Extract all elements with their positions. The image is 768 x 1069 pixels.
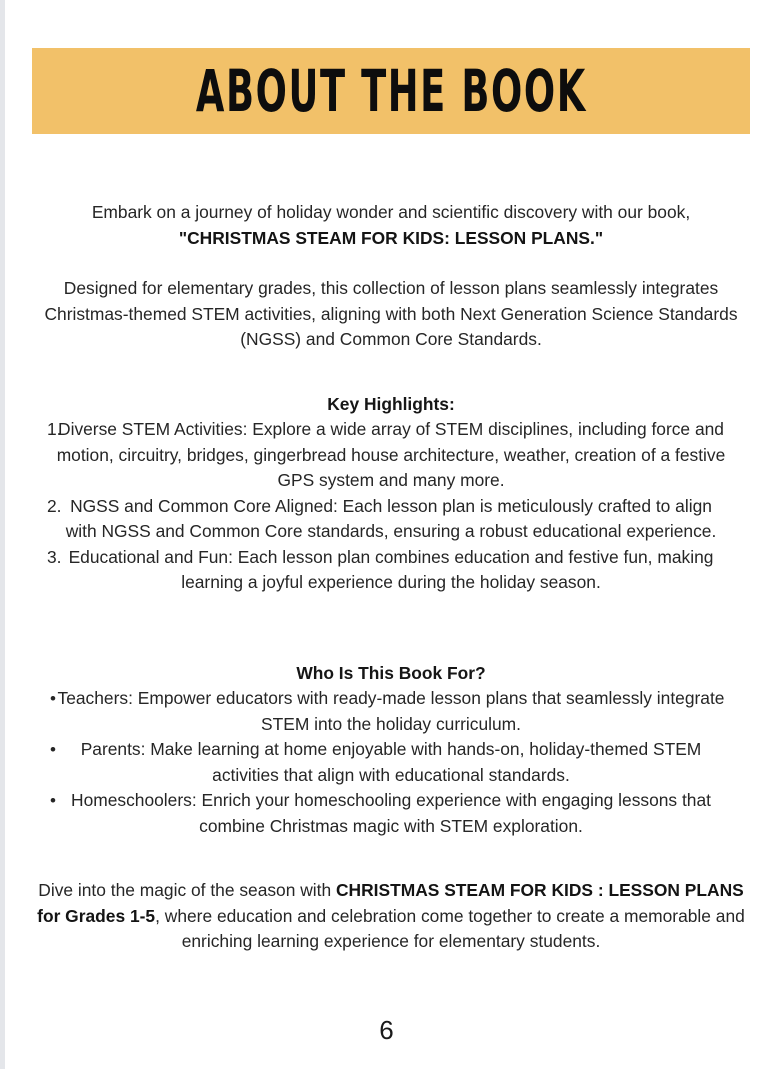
list-item (32, 686, 750, 737)
list-marker: 2. (47, 495, 62, 516)
audience-list (32, 686, 750, 839)
key-highlights-heading: Key Highlights: (327, 393, 455, 414)
intro-line: Embark on a journey of holiday wonder and scientific discovery with our book, (91, 202, 691, 222)
list-item-text: Homeschoolers: Enrich your homeschooling experience with engaging lessons that combine Christmas magic with STEM exploration. (71, 790, 711, 836)
page-number: 6 (379, 1015, 394, 1045)
intro-paragraph (32, 200, 750, 251)
spacer (32, 251, 750, 276)
spacer (32, 648, 750, 661)
closing-suffix: , where education and celebration come together to create a memorable and enriching learning experience for elementary students. (155, 905, 745, 951)
closing-paragraph (32, 878, 750, 955)
about-the-book-banner (32, 48, 750, 134)
list-item (32, 788, 750, 839)
spacer (32, 379, 750, 392)
list-item (32, 417, 750, 494)
closing-prefix: Dive into the magic of the season with (38, 880, 336, 900)
list-marker: • (50, 791, 56, 810)
list-marker: 1. (47, 419, 62, 439)
spacer (32, 596, 750, 622)
list-item-text: NGSS and Common Core Aligned: Each lesson plan is meticulously crafted to align with NGSS and Common Core standards, ensuring a robust educational experience. (65, 495, 717, 541)
spacer (32, 353, 750, 379)
list-item-text: Parents: Make learning at home enjoyable with hands-on, holiday-themed STEM activities that align with educational standards. (80, 739, 702, 785)
spacer (32, 622, 750, 648)
document-page (5, 0, 768, 1069)
closing-bold-title: CHRISTMAS STEAM FOR KIDS : LESSON PLANS for Grades 1-5 (37, 880, 744, 926)
spacer (32, 839, 750, 865)
page-title: ABOUT THE BOOK (195, 56, 587, 126)
list-item-text: Diverse STEM Activities: Explore a wide array of STEM disciplines, including force and motion, circuitry, bridges, gingerbread house architecture, weather, creation of a festive GPS system and many more. (56, 419, 726, 490)
list-item-text: Teachers: Empower educators with ready-made lesson plans that seamlessly integrate STEM into the holiday curriculum. (57, 688, 725, 734)
list-marker: • (50, 740, 56, 759)
list-item (32, 494, 750, 545)
page-body (32, 200, 750, 955)
key-highlights-list (32, 417, 750, 596)
description-paragraph: Designed for elementary grades, this collection of lesson plans seamlessly integrates Christmas-themed STEM activities, aligning with both Next Generation Science Standards (NGSS) and Common Core Standards. (44, 278, 738, 349)
spacer (32, 865, 750, 878)
list-item (32, 737, 750, 788)
list-marker: • (50, 689, 56, 708)
list-marker: 3. (47, 546, 62, 567)
intro-book-title: "CHRISTMAS STEAM FOR KIDS: LESSON PLANS." (178, 227, 604, 248)
audience-heading: Who Is This Book For? (296, 662, 486, 683)
list-item-text: Educational and Fun: Each lesson plan combines education and festive fun, making learning a joyful experience during the holiday season. (68, 546, 714, 592)
list-item (32, 545, 750, 596)
